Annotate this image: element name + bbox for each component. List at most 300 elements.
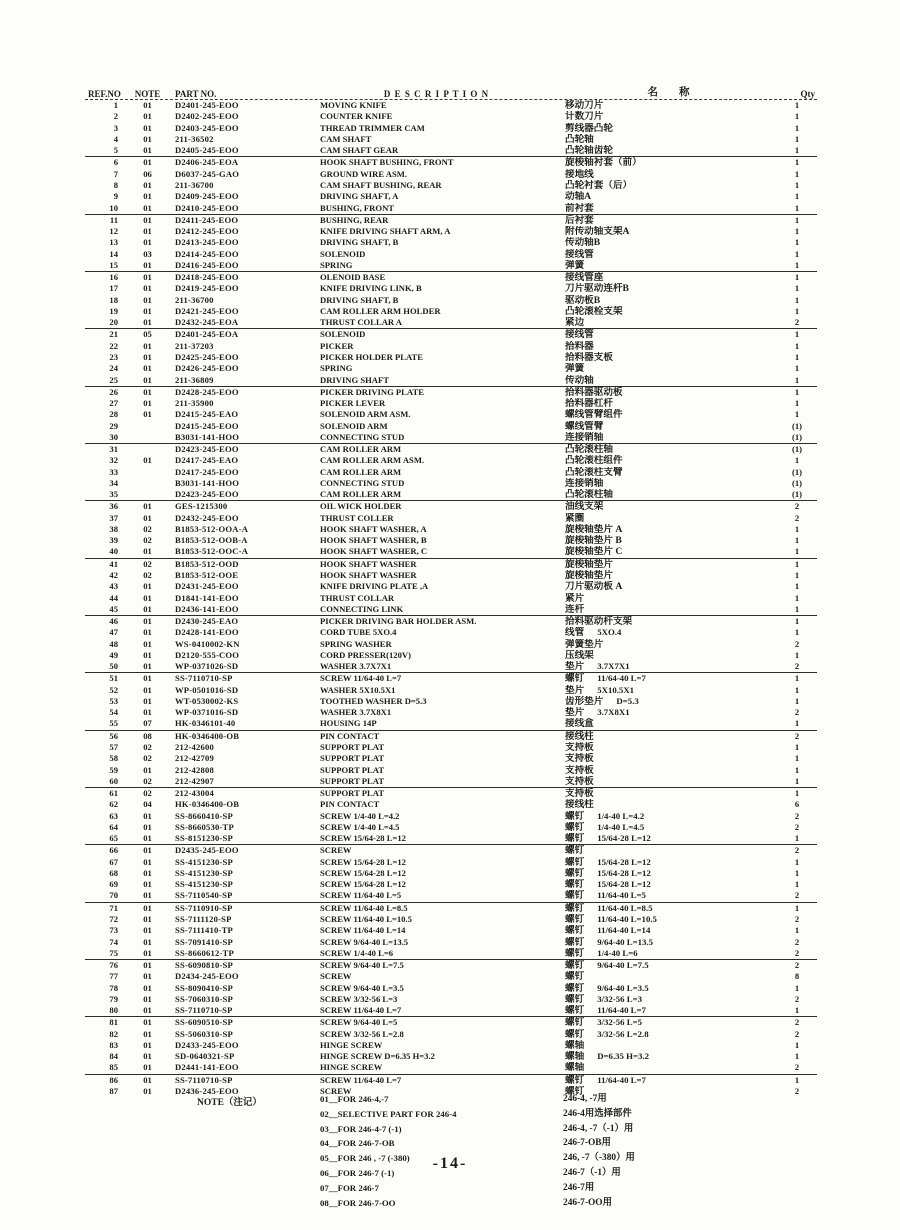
name-cn-cell xyxy=(560,639,777,650)
name-cn-text: 螺钉 xyxy=(565,833,585,845)
note-line-cn: 246-7-OB用 xyxy=(563,1138,611,1149)
description-cell: SCREW xyxy=(320,1085,352,1096)
part-no-cell: D2423-245-EOO xyxy=(175,444,239,455)
ref-no-cell: 79 xyxy=(109,993,118,1004)
note-code-cell: 01 xyxy=(143,363,152,374)
note-code-cell: 01 xyxy=(143,226,152,237)
note-code-cell: 01 xyxy=(143,179,152,190)
name-cn-text: 前衬套 xyxy=(565,202,594,214)
part-no-cell: SS-5060310-SP xyxy=(175,1028,233,1039)
note-code-cell: 01 xyxy=(143,890,152,901)
name-cn-cell xyxy=(560,627,777,638)
name-cn-cell xyxy=(560,994,777,1005)
part-no-cell: B1853-512-OOD xyxy=(175,558,239,569)
qty-cell: 1 xyxy=(794,351,800,362)
description-cell: HOUSING 14P xyxy=(320,718,377,729)
table-row xyxy=(85,180,817,191)
description-cell: HOOK SHAFT WASHER, C xyxy=(320,546,428,557)
qty-cell: 2 xyxy=(794,913,800,924)
ref-no-cell: 29 xyxy=(109,420,118,431)
ref-no-cell: 28 xyxy=(109,409,118,420)
table-row xyxy=(85,398,817,409)
qty-cell: 1 xyxy=(794,168,800,179)
description-cell: SCREW 15/64-28 L=12 xyxy=(320,833,406,844)
name-cn-text: 旋梭轴垫片 xyxy=(565,558,613,570)
name-cn-cell xyxy=(560,903,777,914)
qty-cell: 1 xyxy=(794,523,800,534)
description-cell: SCREW 9/64-40 L=5 xyxy=(320,1017,398,1028)
part-no-cell: D2406-245-EOA xyxy=(175,157,239,168)
note-code-cell: 01 xyxy=(143,191,152,202)
header-note: NOTE xyxy=(134,89,161,99)
ref-no-cell: 67 xyxy=(109,856,118,867)
description-cell: COUNTER KNIFE xyxy=(320,111,393,122)
note-code-cell: 01 xyxy=(143,100,152,111)
description-cell: SOLENOID xyxy=(320,329,366,340)
name-cn-cell xyxy=(560,914,777,925)
name-cn-text: 螺轴 xyxy=(565,1051,585,1063)
name-cn-text: 螺钉 xyxy=(565,902,585,914)
qty-cell: 2 xyxy=(794,1017,800,1028)
description-cell: OLENOID BASE xyxy=(320,272,386,283)
name-cn-cell xyxy=(560,1005,777,1016)
qty-cell: 1 xyxy=(794,1051,800,1062)
name-spec-text: 15/64-28 L=12 xyxy=(597,879,651,890)
ref-no-cell: 8 xyxy=(113,179,118,190)
table-row xyxy=(85,764,817,775)
name-cn-cell xyxy=(560,707,777,718)
part-no-cell: D2410-245-EOO xyxy=(175,202,239,213)
ref-no-cell: 61 xyxy=(109,788,118,799)
name-cn-text: 螺钉 xyxy=(565,810,585,822)
table-row xyxy=(85,226,817,237)
qty-cell: 2 xyxy=(794,890,800,901)
note-code-cell: 01 xyxy=(143,821,152,832)
note-line-en: 08__FOR 246-7-OO xyxy=(320,1197,396,1208)
table-row xyxy=(85,123,817,134)
note-code-cell: 01 xyxy=(143,111,152,122)
name-cn-cell xyxy=(560,616,777,627)
part-no-cell: HK-0346400-OB xyxy=(175,799,240,810)
qty-cell: 2 xyxy=(794,1028,800,1039)
description-cell: CAM SHAFT GEAR xyxy=(320,145,399,156)
note-code-cell: 01 xyxy=(143,960,152,971)
part-no-cell: D2431-245-EOO xyxy=(175,581,239,592)
name-cn-cell xyxy=(560,111,777,122)
name-cn-text: 接线管座 xyxy=(565,272,604,284)
name-cn-text: 支持板 xyxy=(565,753,594,765)
qty-cell: 1 xyxy=(794,673,800,684)
header-part-no: PART NO. xyxy=(175,89,217,99)
part-no-cell: WP-0501016-SD xyxy=(175,684,239,695)
note-line-en: 04__FOR 246-7-OB xyxy=(320,1138,395,1149)
description-cell: SCREW 1/4-40 L=4.5 xyxy=(320,821,400,832)
name-cn-text: 动轴A xyxy=(565,191,592,203)
name-cn-cell xyxy=(560,696,777,707)
name-cn-cell xyxy=(560,363,777,374)
part-no-cell: D2428-245-EOO xyxy=(175,386,239,397)
table-row xyxy=(85,982,817,993)
description-cell: THRUST COLLER xyxy=(320,512,394,523)
name-cn-cell xyxy=(560,799,777,810)
name-cn-text: 螺钉 xyxy=(565,1085,585,1097)
ref-no-cell: 38 xyxy=(109,523,118,534)
table-row xyxy=(85,1051,817,1062)
table-row xyxy=(85,1029,817,1040)
table-row xyxy=(85,971,817,982)
table-row xyxy=(85,295,817,306)
note-code-cell: 01 xyxy=(143,122,152,133)
name-cn-text: 齿形垫片 xyxy=(565,695,604,707)
part-no-cell: 212-42600 xyxy=(175,742,215,752)
qty-cell: 1 xyxy=(794,122,800,133)
qty-cell: 1 xyxy=(794,718,800,729)
table-row xyxy=(85,650,817,661)
table-row xyxy=(85,478,817,489)
part-no-cell: D2426-245-EOO xyxy=(175,363,239,374)
ref-no-cell: 81 xyxy=(109,1017,118,1028)
description-cell: PICKER xyxy=(320,340,354,351)
ref-no-cell: 36 xyxy=(109,501,118,512)
table-row xyxy=(85,559,817,570)
description-cell: HOOK SHAFT WASHER, B xyxy=(320,535,427,546)
part-no-cell: D2411-245-EOO xyxy=(175,214,239,225)
description-cell: CONNECTING STUD xyxy=(320,431,405,442)
qty-cell: 1 xyxy=(794,248,800,259)
ref-no-cell: 37 xyxy=(109,512,118,523)
notes-label: NOTE（注记） xyxy=(197,1098,262,1108)
table-row xyxy=(85,317,817,329)
description-cell: DRIVING SHAFT xyxy=(320,374,389,385)
ref-no-cell: 12 xyxy=(109,226,118,237)
description-cell: PIN CONTACT xyxy=(320,730,380,741)
qty-cell: 2 xyxy=(794,512,800,523)
description-cell: HINGE SCREW xyxy=(320,1039,383,1050)
name-cn-cell xyxy=(560,157,777,168)
part-no-cell: WS-0410002-KN xyxy=(175,638,240,649)
ref-no-cell: 41 xyxy=(109,558,118,569)
name-cn-cell xyxy=(560,546,777,557)
part-no-cell: 211-36700 xyxy=(175,179,214,190)
description-cell: OIL WICK HOLDER xyxy=(320,501,402,512)
name-cn-text: 支持板 xyxy=(565,788,594,800)
name-cn-text: 螺钉 xyxy=(565,673,585,685)
name-cn-cell xyxy=(560,272,777,283)
description-cell: SCREW 15/64-28 L=12 xyxy=(320,867,406,878)
name-cn-text: 接线盒 xyxy=(565,718,594,730)
table-row xyxy=(85,857,817,868)
ref-no-cell: 15 xyxy=(109,259,118,270)
ref-no-cell: 52 xyxy=(109,684,118,695)
table-row xyxy=(85,673,817,684)
table-row xyxy=(85,936,817,947)
table-row xyxy=(85,833,817,845)
name-cn-text: 连接销轴 xyxy=(565,431,604,443)
description-cell: SPRING xyxy=(320,363,353,374)
ref-no-cell: 4 xyxy=(113,133,118,144)
description-cell: CORD TUBE 5XO.4 xyxy=(320,627,397,638)
description-cell: DRIVING SHAFT, B xyxy=(320,294,399,305)
table-row xyxy=(85,535,817,546)
part-no-cell: 212-42709 xyxy=(175,753,215,764)
name-cn-cell xyxy=(560,145,777,156)
note-code-cell: 01 xyxy=(143,351,152,362)
qty-cell: 1 xyxy=(794,546,800,557)
description-cell: SCREW 11/64-40 L=7 xyxy=(320,1074,402,1085)
note-code-cell: 08 xyxy=(143,730,152,741)
part-no-cell: 212-43004 xyxy=(175,788,215,799)
table-row xyxy=(85,799,817,810)
qty-cell: 1 xyxy=(794,535,800,546)
name-cn-cell xyxy=(560,948,777,959)
name-cn-text: 凸轮滚栓支架 xyxy=(565,305,623,317)
name-cn-text: 移动刀片 xyxy=(565,100,604,112)
description-cell: WASHER 3.7X8X1 xyxy=(320,707,392,718)
note-code-cell: 01 xyxy=(143,845,152,856)
table-row xyxy=(85,513,817,524)
table-row xyxy=(85,925,817,936)
qty-cell: 2 xyxy=(794,821,800,832)
name-cn-text: 凸轮滚柱轴 xyxy=(565,489,613,501)
note-code-cell: 01 xyxy=(143,409,152,420)
description-cell: PICKER DRIVING BAR HOLDER ASM. xyxy=(320,616,477,627)
qty-cell: 2 xyxy=(794,960,800,971)
name-cn-cell xyxy=(560,811,777,822)
note-code-cell: 01 xyxy=(143,947,152,958)
note-code-cell: 01 xyxy=(143,638,152,649)
name-cn-cell xyxy=(560,788,777,799)
note-code-cell: 01 xyxy=(143,145,152,156)
name-cn-cell xyxy=(560,742,777,753)
note-code-cell: 07 xyxy=(143,718,152,729)
description-cell: SCREW 3/32-56 L=2.8 xyxy=(320,1028,404,1039)
description-cell: SOLENOID ARM xyxy=(320,420,388,431)
name-spec-text: 1/4-40 L=4.5 xyxy=(597,821,645,832)
part-no-cell: SS-8660410-SP xyxy=(175,810,233,821)
note-code-cell: 01 xyxy=(143,1051,152,1062)
table-row xyxy=(85,994,817,1005)
name-cn-text: 传动轴B xyxy=(565,237,601,249)
note-code-cell: 01 xyxy=(143,936,152,947)
part-no-cell: D2441-141-EOO xyxy=(175,1062,239,1073)
name-cn-text: 旋梭轴垫片 B xyxy=(565,535,622,547)
description-cell: HOOK SHAFT WASHER xyxy=(320,570,417,581)
table-row xyxy=(85,914,817,925)
name-cn-text: 垫片 xyxy=(565,684,585,696)
name-cn-cell xyxy=(560,822,777,833)
ref-no-cell: 21 xyxy=(109,329,118,340)
table-row xyxy=(85,272,817,283)
table-row xyxy=(85,960,817,971)
table-row xyxy=(85,1062,817,1074)
name-cn-text: 螺钉 xyxy=(565,1074,585,1086)
name-cn-text: 剪线器凸轮 xyxy=(565,122,613,134)
table-row xyxy=(85,592,817,603)
note-code-cell: 01 xyxy=(143,993,152,1004)
ref-no-cell: 68 xyxy=(109,867,118,878)
ref-no-cell: 31 xyxy=(109,444,118,455)
description-cell: CONNECTING STUD xyxy=(320,477,405,488)
part-no-cell: B1853-512-OOA-A xyxy=(175,523,249,534)
part-no-cell: D2402-245-EOO xyxy=(175,111,239,122)
name-spec-text: 1/4-40 L=4.2 xyxy=(597,810,645,821)
part-no-cell: SS-4151230-SP xyxy=(175,879,233,890)
ref-no-cell: 9 xyxy=(113,191,118,202)
qty-cell: 1 xyxy=(794,742,800,752)
name-cn-cell xyxy=(560,868,777,879)
ref-no-cell: 46 xyxy=(109,616,118,627)
ref-no-cell: 32 xyxy=(109,455,118,466)
name-cn-text: 附传动轴支架A xyxy=(565,226,630,238)
note-code-cell: 01 xyxy=(143,856,152,867)
ref-no-cell: 71 xyxy=(109,902,118,913)
part-no-cell: SS-7060310-SP xyxy=(175,993,233,1004)
ref-no-cell: 7 xyxy=(113,168,118,179)
note-code-cell: 01 xyxy=(143,603,152,614)
name-cn-text: 弹簧垫片 xyxy=(565,638,604,650)
note-line-en: 03__FOR 246-4-7 (-1) xyxy=(320,1123,402,1134)
description-cell: BUSHING, REAR xyxy=(320,214,389,225)
name-cn-text: 接线管 xyxy=(565,248,594,260)
name-spec-text: 15/64-28 L=12 xyxy=(597,833,651,844)
description-cell: CONNECTING LINK xyxy=(320,603,404,614)
note-code-cell: 01 xyxy=(143,1085,152,1096)
description-cell: WASHER 5X10.5X1 xyxy=(320,684,396,695)
table-row xyxy=(85,260,817,272)
description-cell: KNIFE DRIVING PLATE ,A xyxy=(320,581,429,592)
description-cell: KNIFE DRIVING SHAFT ARM, A xyxy=(320,226,451,237)
qty-cell: (1) xyxy=(791,444,803,455)
name-cn-text: 螺轴 xyxy=(565,1062,585,1074)
table-body xyxy=(85,100,817,1097)
qty-cell: 1 xyxy=(794,409,800,420)
name-cn-cell xyxy=(560,215,777,226)
note-code-cell: 01 xyxy=(143,317,152,328)
qty-cell: 1 xyxy=(794,867,800,878)
ref-no-cell: 56 xyxy=(109,730,118,741)
name-cn-text: 螺钉 xyxy=(565,879,585,891)
qty-cell: 1 xyxy=(794,570,800,581)
ref-no-cell: 47 xyxy=(109,627,118,638)
name-cn-cell xyxy=(560,467,777,478)
description-cell: SCREW 11/64-40 L=7 xyxy=(320,673,402,684)
description-cell: SUPPORT PLAT xyxy=(320,742,385,752)
name-cn-cell xyxy=(560,375,777,386)
note-code-cell: 01 xyxy=(143,374,152,385)
name-cn-cell xyxy=(560,718,777,729)
part-no-cell: D2418-245-EOO xyxy=(175,272,239,283)
name-cn-cell xyxy=(560,879,777,890)
name-spec-text: 5X10.5X1 xyxy=(597,684,635,695)
table-row xyxy=(85,1017,817,1028)
name-spec-text: 15/64-28 L=12 xyxy=(597,856,651,867)
name-cn-text: 旋梭轴垫片 xyxy=(565,570,613,582)
ref-no-cell: 80 xyxy=(109,1005,118,1016)
qty-cell: 1 xyxy=(794,111,800,122)
name-cn-text: 螺钉 xyxy=(565,960,585,972)
description-cell: SPRING WASHER xyxy=(320,638,392,649)
note-code-cell: 01 xyxy=(143,1005,152,1016)
qty-cell: 1 xyxy=(794,833,800,844)
note-code-cell: 01 xyxy=(143,1062,152,1073)
name-cn-cell xyxy=(560,983,777,994)
ref-no-cell: 25 xyxy=(109,374,118,385)
table-row xyxy=(85,134,817,145)
note-code-cell: 01 xyxy=(143,259,152,270)
name-cn-cell xyxy=(560,685,777,696)
table-row xyxy=(85,157,817,168)
name-cn-cell xyxy=(560,960,777,971)
ref-no-cell: 24 xyxy=(109,363,118,374)
part-no-cell: SS-7110540-SP xyxy=(175,890,233,901)
note-code-cell: 01 xyxy=(143,455,152,466)
table-row xyxy=(85,329,817,340)
name-cn-text: 紧边 xyxy=(565,317,585,329)
table-row xyxy=(85,627,817,638)
qty-cell: 1 xyxy=(794,879,800,890)
name-cn-cell xyxy=(560,845,777,856)
qty-cell: 1 xyxy=(794,856,800,867)
name-cn-cell xyxy=(560,1075,777,1086)
name-cn-text: 螺钉 xyxy=(565,947,585,959)
qty-cell: 6 xyxy=(794,799,800,810)
description-cell: THRUST COLLAR A xyxy=(320,317,402,328)
description-cell: SUPPORT PLAT xyxy=(320,753,385,764)
name-cn-cell xyxy=(560,1062,777,1073)
note-code-cell: 02 xyxy=(143,535,152,546)
name-cn-cell xyxy=(560,191,777,202)
note-code-cell: 01 xyxy=(143,386,152,397)
name-spec-text: 3/32-56 L=5 xyxy=(597,1017,643,1028)
name-cn-cell xyxy=(560,1040,777,1051)
name-cn-text: 凸轮滚柱支臂 xyxy=(565,466,623,478)
ref-no-cell: 26 xyxy=(109,386,118,397)
description-cell: CORD PRESSER(120V) xyxy=(320,649,411,660)
part-no-cell: WT-0530002-KS xyxy=(175,695,239,706)
note-line-cn: 246-7用 xyxy=(563,1182,595,1193)
note-line-en: 01__FOR 246-4,-7 xyxy=(320,1094,389,1104)
name-cn-cell xyxy=(560,535,777,546)
description-cell: TOOTHED WASHER D=5.3 xyxy=(320,695,427,706)
note-code-cell: 01 xyxy=(143,1028,152,1039)
note-code-cell: 02 xyxy=(143,558,152,569)
notes-english-column xyxy=(320,1092,456,1210)
note-code-cell: 01 xyxy=(143,237,152,248)
ref-no-cell: 40 xyxy=(109,546,118,557)
description-cell: SCREW xyxy=(320,845,352,856)
ref-no-cell: 14 xyxy=(109,248,118,259)
description-cell: PIN CONTACT xyxy=(320,799,380,810)
table-row xyxy=(85,546,817,558)
note-line-en: 05__FOR 246 , -7 (-380) xyxy=(320,1153,410,1164)
ref-no-cell: 53 xyxy=(109,695,118,706)
name-cn-text: 螺钉 xyxy=(565,982,585,994)
part-no-cell: D2425-245-EOO xyxy=(175,351,239,362)
name-cn-text: 拾料器支板 xyxy=(565,351,613,363)
name-cn-cell xyxy=(560,203,777,214)
description-cell: GROUND WIRE ASM. xyxy=(320,168,407,179)
name-cn-text: 接地线 xyxy=(565,168,594,180)
table-row xyxy=(85,100,817,111)
qty-cell: 2 xyxy=(794,317,800,328)
table-row xyxy=(85,604,817,616)
qty-cell: 1 xyxy=(794,329,800,340)
qty-cell: (1) xyxy=(791,477,803,488)
name-cn-cell xyxy=(560,570,777,581)
name-cn-text: 螺钉 xyxy=(565,936,585,948)
name-cn-text: 螺钉 xyxy=(565,867,585,879)
description-cell: HOOK SHAFT BUSHING, FRONT xyxy=(320,157,454,168)
